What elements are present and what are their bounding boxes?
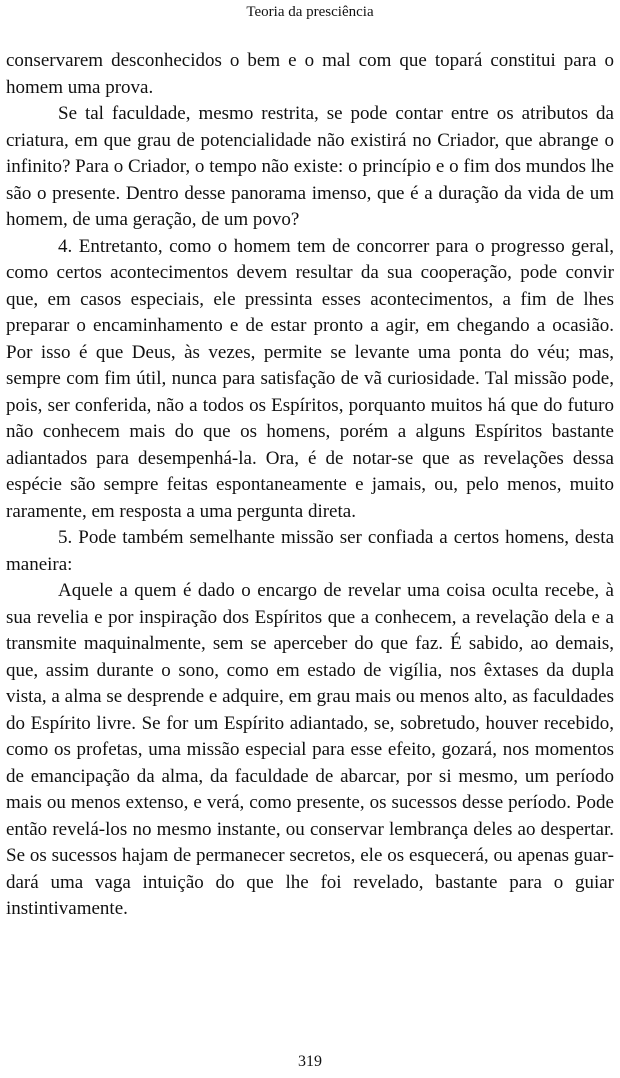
- body-text: [6, 48, 614, 923]
- paragraph-text: Aquele a quem é dado o encargo de revelar uma coisa oculta recebe, à sua revelia e por inspiração dos Espíritos que a conhecem, a revelação dela e a transmite maquinalmente, sem se aperceber do que faz. É sabido, ao demais, que, assim durante o sono, como em estado de vigília, nos êxtases da dupla vista, a alma se desprende e adquire, em grau mais ou menos alto, as faculdades do Espírito livre. Se for um Espírito adiantado, se, sobretudo, houver recebido, como os profetas, uma missão especial para esse efeito, gozará, nos momentos de emancipação da alma, da faculdade de abarcar, por si mesmo, um período mais ou menos extenso, e verá, como presente, os sucessos desse período. Pode então revelá-los no mesmo instante, ou conservar lembrança deles ao despertar. Se os sucessos hajam de permanecer secretos, ele os esquecerá, ou apenas guardará uma vaga intuição do que lhe foi revelado, bastante para o guiar instintivamente.: [6, 580, 614, 919]
- paragraph-section-4: [6, 234, 614, 526]
- paragraph-text: Pode também semelhante missão ser confiada a certos homens, desta maneira:: [6, 527, 615, 575]
- paragraph-text: Se tal faculdade, mesmo restrita, se pode contar entre os atributos da criatura, em que grau de potencialidade não existirá no Criador, que abrange o infinito? Para o Criador, o tempo não existe: o princípio e o fim dos mundos lhe são o presente. Dentro desse panorama imenso, que é a duração da vida de um homem, de uma geração, de um povo?: [6, 103, 614, 230]
- section-number: 5.: [58, 527, 73, 548]
- section-number: 4.: [58, 235, 73, 257]
- page-number: 319: [298, 1053, 322, 1070]
- paragraph-continuation: [6, 48, 614, 101]
- paragraph-section-5: [6, 525, 614, 578]
- paragraph-text: conservarem desconhecidos o bem e o mal com que topará constitui para o homem uma prova.: [6, 50, 614, 98]
- running-head: Teoria da presciência: [246, 4, 374, 20]
- paragraph-text: Entretanto, como o homem tem de concorrer para o progresso geral, como certos acontecimentos devem resultar da sua cooperação, pode convir que, em casos especiais, ele pressinta esses acontecimentos, a fim de lhes preparar o encaminhamento e de estar pronto a agir, em chegando a ocasião. Por isso é que Deus, às vezes, permite se levante uma ponta do véu; mas, sempre com fim útil, nunca para satisfação de vã curiosidade. Tal missão pode, pois, ser conferida, não a todos os Espíritos, porquanto muitos há que do futuro não conhecem mais do que os homens, porém a alguns Espíritos bastante adiantados para desempenhá-la. Ora, é de notar-se que as revelações dessa espécie são sempre feitas espontaneamente e jamais, ou, pelo menos, muito raramente, em resposta a uma pergunta direta.: [6, 235, 614, 522]
- paragraph: [6, 101, 614, 234]
- paragraph: [6, 578, 614, 923]
